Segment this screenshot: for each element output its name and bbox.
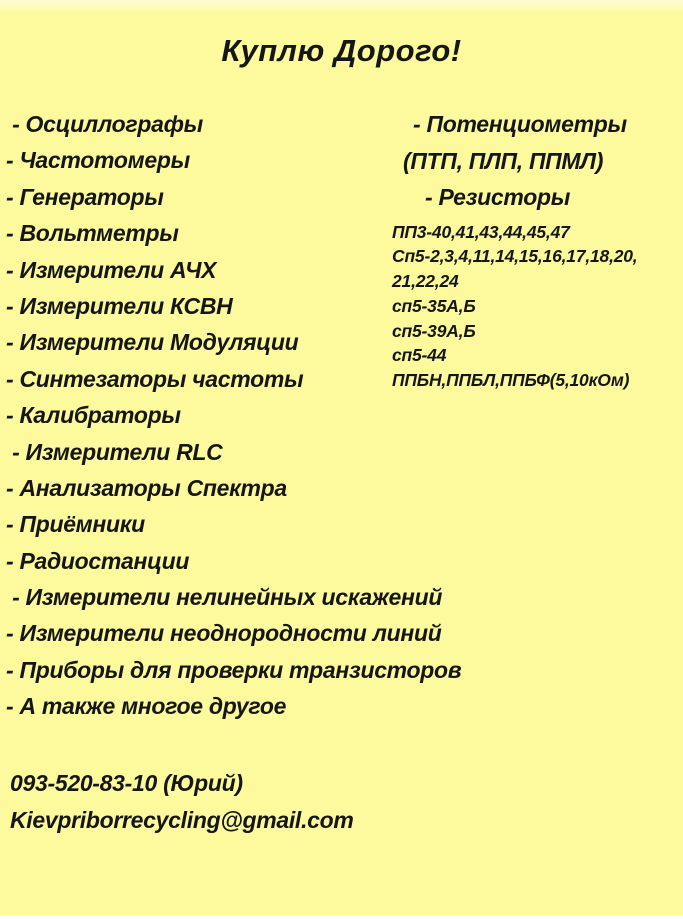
list-item: - Измерители АЧХ xyxy=(6,256,217,283)
list-item: - Частотомеры xyxy=(6,147,190,174)
model-line: 21,22,24 xyxy=(392,271,459,292)
potentiometers-heading: - Потенциометры xyxy=(413,111,627,137)
bottom-edge-line xyxy=(0,915,683,919)
list-item: - Анализаторы Спектра xyxy=(6,474,287,501)
contact-email: Kievpriborrecycling@gmail.com xyxy=(10,807,354,833)
model-line: ПП3-40,41,43,44,45,47 xyxy=(392,221,570,242)
model-line: ППБН,ППБЛ,ППБФ(5,10кОм) xyxy=(392,370,630,391)
list-item: - Приёмники xyxy=(6,511,145,538)
list-item: - Измерители нелинейных искажений xyxy=(6,584,443,611)
resistors-heading: - Резисторы xyxy=(425,184,571,210)
potentiometer-types: (ПТП, ПЛП, ППМЛ) xyxy=(403,147,604,174)
list-item: - Измерители КСВН xyxy=(6,292,233,319)
list-item: - Измерители Модуляции xyxy=(6,329,299,356)
list-item: - Синтезаторы частоты xyxy=(6,365,304,392)
contact-block xyxy=(10,765,630,839)
contact-phone: 093-520-83-10 (Юрий) xyxy=(10,770,243,796)
model-line: Сп5-2,3,4,11,14,15,16,17,18,20, xyxy=(392,246,638,267)
list-item: - Вольтметры xyxy=(6,220,179,247)
components-column xyxy=(392,106,680,393)
list-item: - Измерители RLC xyxy=(6,438,223,465)
list-item: - Приборы для проверки транзисторов xyxy=(6,656,462,683)
list-item: - Радиостанции xyxy=(6,547,190,574)
model-line: сп5-39А,Б xyxy=(392,320,476,341)
list-item: - Осциллографы xyxy=(6,111,203,137)
list-item: - Измерители неоднородности линий xyxy=(6,620,442,647)
list-item: - А также многое другое xyxy=(6,693,287,720)
model-list xyxy=(392,220,680,394)
flyer-title: Куплю Дорого! xyxy=(221,33,462,68)
list-item: - Калибраторы xyxy=(6,402,181,429)
top-edge-fade xyxy=(0,0,683,14)
model-line: сп5-44 xyxy=(392,345,447,366)
list-item: - Генераторы xyxy=(6,183,164,210)
model-line: сп5-35А,Б xyxy=(392,295,476,316)
